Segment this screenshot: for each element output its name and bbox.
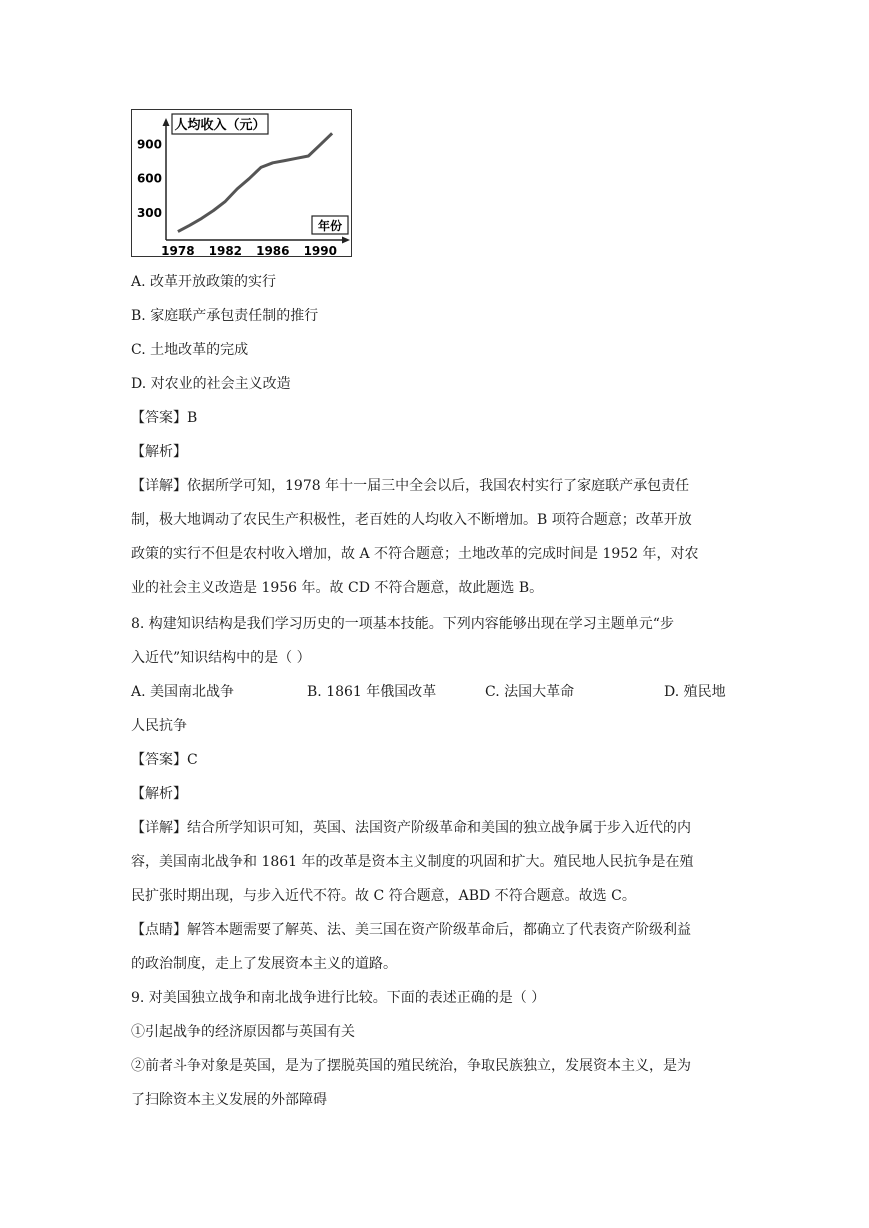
q7-option-a: A. 改革开放政策的实行: [131, 274, 277, 290]
q7-detail-line-4: 业的社会主义改造是 1956 年。故 CD 不符合题意，故此题选 B。: [131, 580, 544, 596]
q8-option-a: A. 美国南北战争: [131, 684, 235, 700]
q7-detail-line-2: 制，极大地调动了农民生产积极性，老百姓的人均收入不断增加。B 项符合题意；改革开放: [131, 512, 692, 528]
q8-option-c: C. 法国大革命: [485, 684, 575, 700]
q9-item-1: ①引起战争的经济原因都与英国有关: [131, 1024, 355, 1040]
q8-option-d-cont: 人民抗争: [131, 718, 187, 734]
q7-option-b: B. 家庭联产承包责任制的推行: [131, 308, 319, 324]
q9-item-2-line-1: ②前者斗争对象是英国，是为了摆脱英国的殖民统治，争取民族独立，发展资本主义，是为: [131, 1058, 691, 1074]
q8-answer: 【答案】C: [131, 752, 198, 768]
income-chart: [131, 109, 352, 257]
q7-analysis-label: 【解析】: [131, 444, 187, 460]
q8-detail-line-3: 民扩张时期出现，与步入近代不符。故 C 符合题意，ABD 不符合题意。故选 C。: [131, 888, 636, 904]
income-chart-svg: [132, 110, 353, 258]
x-axis-label: 年份: [317, 219, 343, 233]
q8-detail-line-2: 容，美国南北战争和 1861 年的改革是资本主义制度的巩固和扩大。殖民地人民抗争是在殖: [131, 854, 694, 870]
x-ticks: [161, 244, 337, 258]
y-axis-label: 人均收入（元）: [174, 118, 266, 133]
q8-option-d: D. 殖民地: [664, 684, 726, 700]
q9-item-2-line-2: 了扫除资本主义发展的外部障碍: [131, 1092, 327, 1108]
y-axis-arrow: [163, 118, 170, 126]
q8-option-b: B. 1861 年俄国改革: [307, 684, 437, 700]
x-tick-label-2: 1986: [256, 244, 290, 258]
x-tick-label-1: 1982: [208, 244, 243, 258]
q7-answer: 【答案】B: [131, 410, 198, 426]
y-tick-label-2: 900: [136, 137, 162, 152]
q9-question: 9. 对美国独立战争和南北战争进行比较。下面的表述正确的是（ ）: [131, 990, 546, 1006]
q8-analysis-label: 【解析】: [131, 786, 187, 802]
q7-detail-line-1: 【详解】依据所学可知，1978 年十一届三中全会以后，我国农村实行了家庭联产承包责任: [131, 478, 690, 494]
series-line: [178, 133, 332, 231]
q8-tip-line-1: 【点睛】解答本题需要了解英、法、美三国在资产阶级革命后，都确立了代表资产阶级利益: [131, 922, 691, 938]
q8-detail-line-1: 【详解】结合所学知识可知，英国、法国资产阶级革命和美国的独立战争属于步入近代的内: [131, 820, 691, 836]
q7-detail-line-3: 政策的实行不但是农村收入增加，故 A 不符合题意；土地改革的完成时间是 1952 年，对农: [131, 546, 699, 562]
x-tick-label-0: 1978: [161, 244, 195, 258]
q7-option-d: D. 对农业的社会主义改造: [131, 376, 291, 392]
y-tick-label-1: 600: [136, 171, 162, 186]
x-tick-label-3: 1990: [303, 244, 337, 258]
q7-option-c: C. 土地改革的完成: [131, 342, 249, 358]
q8-question-line-1: 8. 构建知识结构是我们学习历史的一项基本技能。下列内容能够出现在学习主题单元“步: [131, 616, 674, 632]
q8-tip-line-2: 的政治制度，走上了发展资本主义的道路。: [131, 956, 397, 972]
y-tick-label-0: 300: [136, 205, 162, 220]
x-axis-arrow: [342, 237, 350, 244]
q8-question-line-2: 入近代”知识结构中的是（ ）: [131, 650, 311, 666]
y-ticks: [137, 138, 162, 220]
